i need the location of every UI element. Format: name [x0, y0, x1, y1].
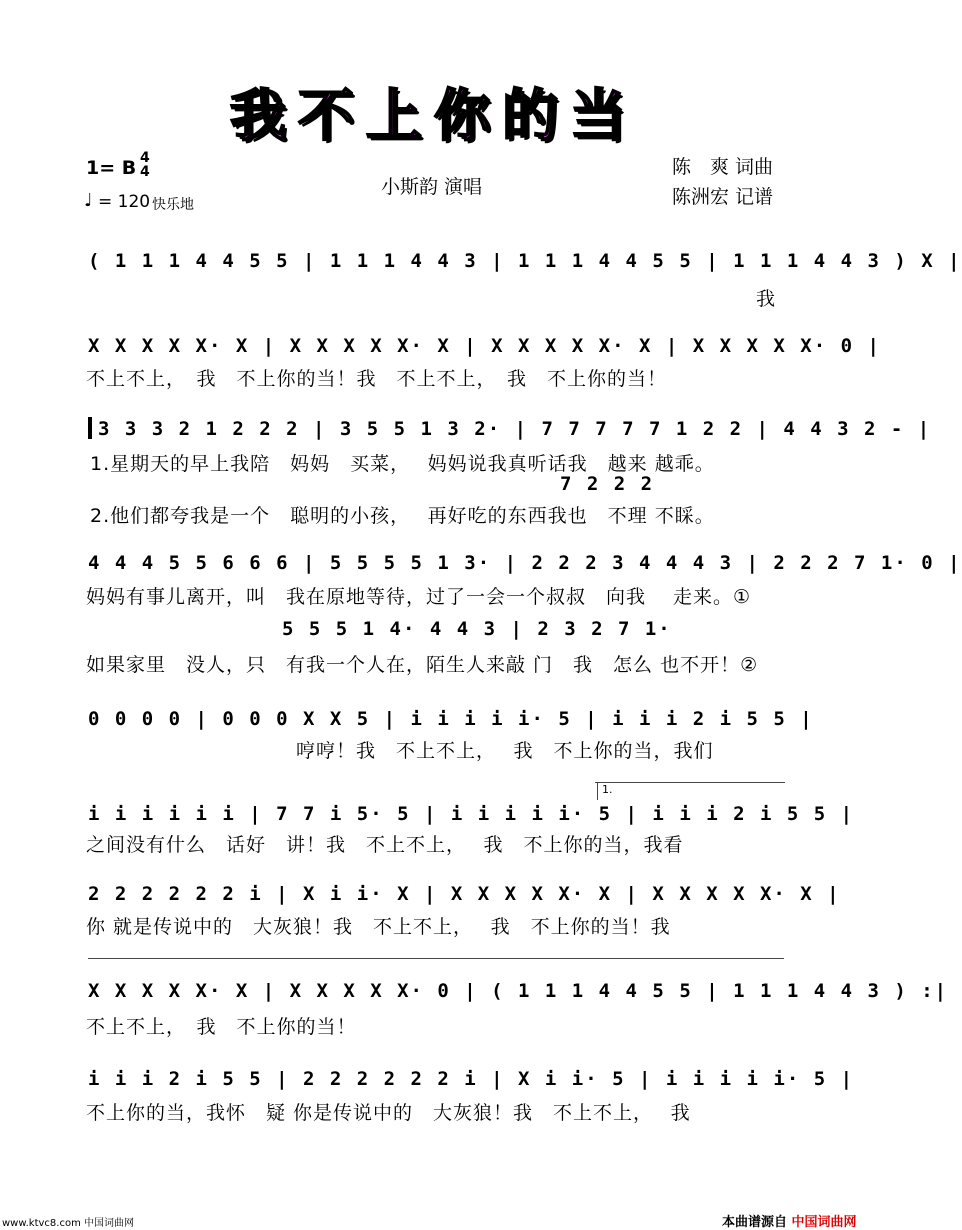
notation-row-1: ( 1 1 1 4 4 5 5 | 1 1 1 4 4 3 | 1 1 1 4 4 5 5 | 1 1 1 4 4 3 ) X | [88, 250, 962, 272]
lyric-row-1: 我 [756, 288, 777, 310]
footer-source [722, 1211, 857, 1230]
notation-row-9: i i i 2 i 5 5 | 2 2 2 2 2 2 i | X i i· 5 | i i i i i· 5 | [88, 1068, 855, 1090]
footer-site: www.ktvc8.com 中国词曲网 [2, 1218, 135, 1229]
notation-row-2: X X X X X· X | X X X X X· X | X X X X X· X | X X X X X· 0 | [88, 335, 881, 357]
lyric-row-3-verse-2: 2.他们都夸我是一个 聪明的小孩， 再好吃的东西我也 不理 不睬。 [90, 505, 715, 527]
lyric-row-2: 不上不上， 我 不上你的当！我 不上不上， 我 不上你的当！ [86, 368, 668, 390]
volta-bracket-2 [88, 958, 784, 959]
lyric-row-4-verse-1: 妈妈有事儿离开，叫 我在原地等待，过了一会一个叔叔 向我 走来。① [86, 586, 752, 608]
song-title: 我不上你的当 [230, 84, 638, 149]
notation-row-6: i i i i i i | 7 7 i 5· 5 | i i i i i· 5 | i i i 2 i 5 5 | [88, 803, 855, 825]
footer-source-label: 本曲谱源自 [722, 1215, 788, 1230]
notation-row-3-alt: 7 2 2 2 [560, 473, 655, 495]
arranger-credit: 陈洲宏 记谱 [672, 186, 774, 208]
singer-credit: 小斯韵 演唱 [381, 176, 483, 198]
lyricist-credit: 陈 爽 词曲 [672, 156, 774, 178]
volta-bracket [595, 782, 785, 783]
lyric-row-5: 哼哼！我 不上不上， 我 不上你的当，我们 [296, 740, 714, 762]
lyric-row-9: 不上你的当，我怀 疑 你是传说中的 大灰狼！我 不上不上， 我 [86, 1102, 691, 1124]
volta-label: 1. [602, 783, 613, 796]
repeat-start-barline [88, 417, 92, 439]
notation-row-4-alt: 5 5 5 1 4· 4 4 3 | 2 3 2 7 1· [282, 618, 672, 640]
notation-row-5: 0 0 0 0 | 0 0 0 X X 5 | i i i i i· 5 | i i i 2 i 5 5 | [88, 708, 814, 730]
volta-bracket-edge [597, 782, 598, 800]
footer-source-site: 中国词曲网 [791, 1215, 857, 1230]
lyric-row-6: 之间没有什么 话好 讲！我 不上不上， 我 不上你的当，我看 [86, 834, 684, 856]
tempo-marking: 快乐地 [152, 197, 194, 213]
time-signature [140, 151, 150, 179]
tempo: = 120 [98, 192, 151, 212]
notation-row-3: 3 3 3 2 1 2 2 2 | 3 5 5 1 3 2· | 7 7 7 7 7 1 2 2 | 4 4 3 2 - | [98, 418, 932, 440]
notation-row-8: X X X X X· X | X X X X X· 0 | ( 1 1 1 4 4 5 5 | 1 1 1 4 4 3 ) :| [88, 980, 949, 1002]
time-numerator: 4 [140, 150, 150, 166]
time-denominator: 4 [140, 164, 150, 180]
notation-row-7: 2 2 2 2 2 2 i | X i i· X | X X X X X· X | X X X X X· X | [88, 883, 841, 905]
notation-row-4: 4 4 4 5 5 6 6 6 | 5 5 5 5 1 3· | 2 2 2 3 4 4 4 3 | 2 2 2 7 1· 0 | [88, 552, 962, 574]
lyric-row-4-verse-2: 如果家里 没人，只 有我一个人在，陌生人来敲 门 我 怎么 也不开！② [86, 654, 759, 676]
quarter-note-icon: ♩ [84, 190, 93, 211]
lyric-row-3-verse-1: 1.星期天的早上我陪 妈妈 买菜， 妈妈说我真听话我 越来 越乖。 [90, 453, 715, 475]
lyric-row-8: 不上不上， 我 不上你的当！ [86, 1016, 357, 1038]
lyric-row-7: 你 就是传说中的 大灰狼！我 不上不上， 我 不上你的当！我 [86, 916, 671, 938]
key-signature: 1= B [86, 157, 137, 179]
